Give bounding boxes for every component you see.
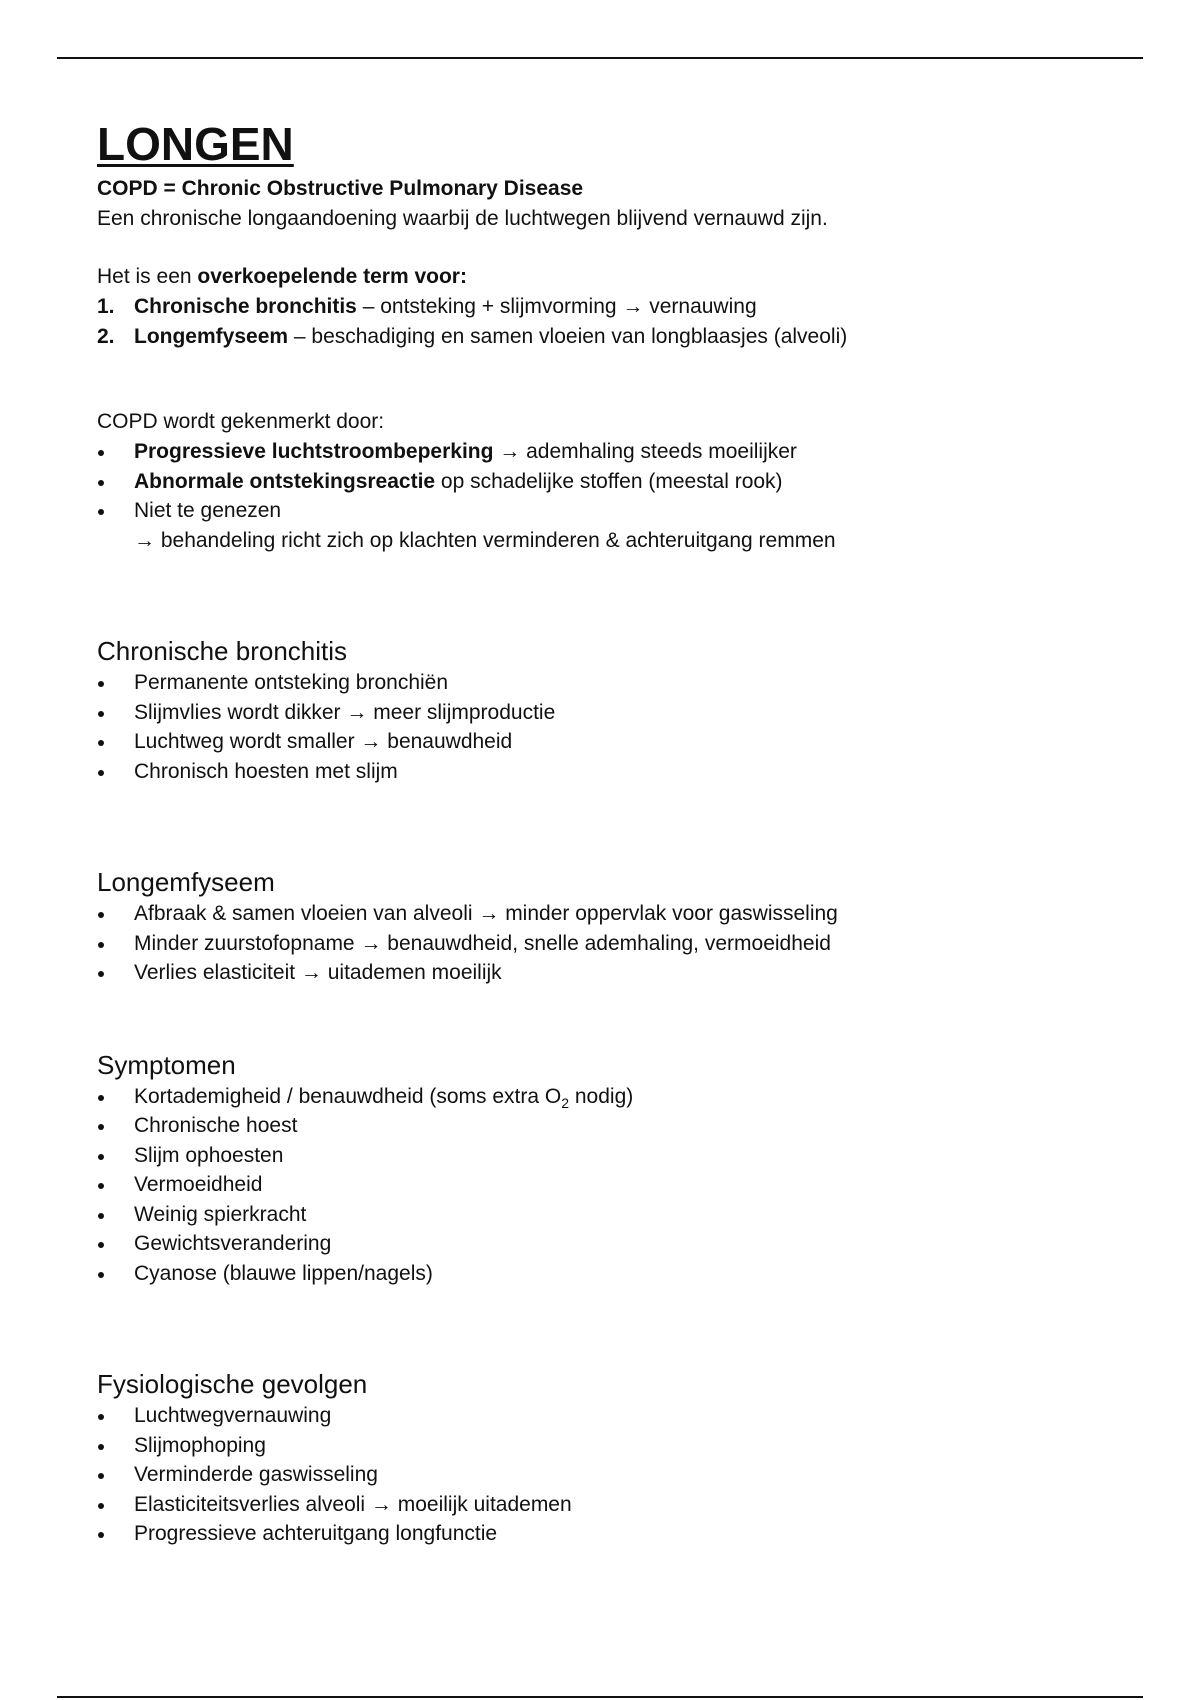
bronchitis-list (97, 668, 1097, 786)
list-number: 1. (97, 295, 115, 318)
list-item-text: Slijmophoping (134, 1433, 266, 1457)
list-item (97, 1141, 1097, 1171)
list-item (97, 292, 1097, 322)
list-item-text: Chronisch hoesten met slijm (134, 759, 398, 783)
list-number: 2. (97, 324, 115, 348)
list-item-text: Progressieve achteruitgang longfunctie (134, 1522, 498, 1545)
list-item-text: Gewichtsverandering (134, 1232, 332, 1255)
list-item (97, 1170, 1097, 1200)
umbrella-intro-plain: Het is een (97, 265, 198, 288)
umbrella-intro (97, 262, 1097, 292)
section-heading-symptoms: Symptomen (97, 1049, 236, 1080)
list-item (97, 496, 1097, 555)
list-item (97, 1401, 1097, 1431)
list-item (97, 1259, 1097, 1289)
list-item (97, 668, 1097, 698)
list-item-text: – ontsteking + slijmvorming → vernauwing (356, 295, 757, 318)
list-item-bold: Chronische bronchitis (134, 295, 357, 318)
umbrella-list (97, 292, 1097, 351)
top-rule (57, 57, 1143, 59)
list-item (97, 958, 1097, 988)
list-item-text: op schadelijke stoffen (meestal rook) (435, 469, 783, 493)
symptoms-list (97, 1082, 1097, 1289)
list-item (97, 437, 1097, 467)
list-item-text: – beschadiging en samen vloeien van longblaasjes (alveoli) (288, 324, 848, 348)
list-item (97, 929, 1097, 959)
document-body (97, 118, 1097, 1549)
list-item (97, 1431, 1097, 1461)
list-item-text: Chronische hoest (134, 1114, 298, 1137)
list-item-text: Permanente ontsteking bronchiën (134, 671, 449, 694)
list-item-text: Minder zuurstofopname → benauwdheid, snelle ademhaling, vermoeidheid (134, 931, 831, 955)
list-item-text: Elasticiteitsverlies alveoli → moeilijk uitademen (134, 1492, 572, 1516)
characterized-list (97, 437, 1097, 555)
list-item (97, 467, 1097, 497)
list-item-text: Cyanose (blauwe lippen/nagels) (134, 1261, 433, 1285)
list-item-text: Weinig spierkracht (134, 1202, 307, 1226)
list-item-bold: Progressieve luchtstroombeperking (134, 440, 494, 463)
list-item-text: Slijm ophoesten (134, 1143, 284, 1167)
characterized-intro: COPD wordt gekenmerkt door: (97, 410, 385, 433)
list-item-text: Verlies elasticiteit → uitademen moeilijk (134, 961, 502, 984)
list-item-text: Kortademigheid / benauwdheid (soms extra O (134, 1084, 562, 1108)
emphysema-list (97, 899, 1097, 988)
list-item-text: Verminderde gaswisseling (134, 1463, 378, 1486)
section-heading-bronchitis: Chronische bronchitis (97, 636, 348, 666)
section-heading-emphysema: Longemfyseem (97, 867, 275, 897)
list-item-bold: Longemfyseem (134, 324, 289, 348)
section-heading-physiology: Fysiologische gevolgen (97, 1369, 368, 1399)
list-item-text: → ademhaling steeds moeilijker (493, 440, 797, 463)
subscript: 2 (561, 1094, 570, 1111)
list-item (97, 698, 1097, 728)
list-item-text: Luchtweg wordt smaller → benauwdheid (134, 730, 513, 753)
physiology-list (97, 1401, 1097, 1549)
bottom-rule (57, 1696, 1143, 1698)
list-item-bold: Abnormale ontstekingsreactie (134, 469, 436, 493)
list-item (97, 1082, 1097, 1112)
list-item-text: nodig) (569, 1084, 634, 1108)
list-item (97, 322, 1097, 352)
list-item-text: Niet te genezen (134, 499, 282, 522)
list-item-subline: → behandeling richt zich op klachten verminderen & achteruitgang remmen (134, 528, 836, 552)
list-item (97, 1229, 1097, 1259)
list-item (97, 899, 1097, 929)
list-item (97, 727, 1097, 757)
copd-description: Een chronische longaandoening waarbij de luchtwegen blijvend vernauwd zijn. (97, 207, 828, 230)
list-item (97, 1460, 1097, 1490)
page-title: LONGEN (97, 118, 294, 170)
list-item (97, 757, 1097, 787)
list-item (97, 1519, 1097, 1549)
copd-definition: COPD = Chronic Obstructive Pulmonary Disease (97, 177, 584, 200)
list-item (97, 1490, 1097, 1520)
list-item (97, 1111, 1097, 1141)
list-item (97, 1200, 1097, 1230)
list-item-text: Luchtwegvernauwing (134, 1404, 332, 1427)
umbrella-intro-bold: overkoepelende term voor: (197, 265, 467, 288)
list-item-text: Vermoeidheid (134, 1173, 263, 1196)
list-item-text: Slijmvlies wordt dikker → meer slijmproductie (134, 700, 556, 724)
list-item-text: Afbraak & samen vloeien van alveoli → minder oppervlak voor gaswisseling (134, 902, 838, 925)
